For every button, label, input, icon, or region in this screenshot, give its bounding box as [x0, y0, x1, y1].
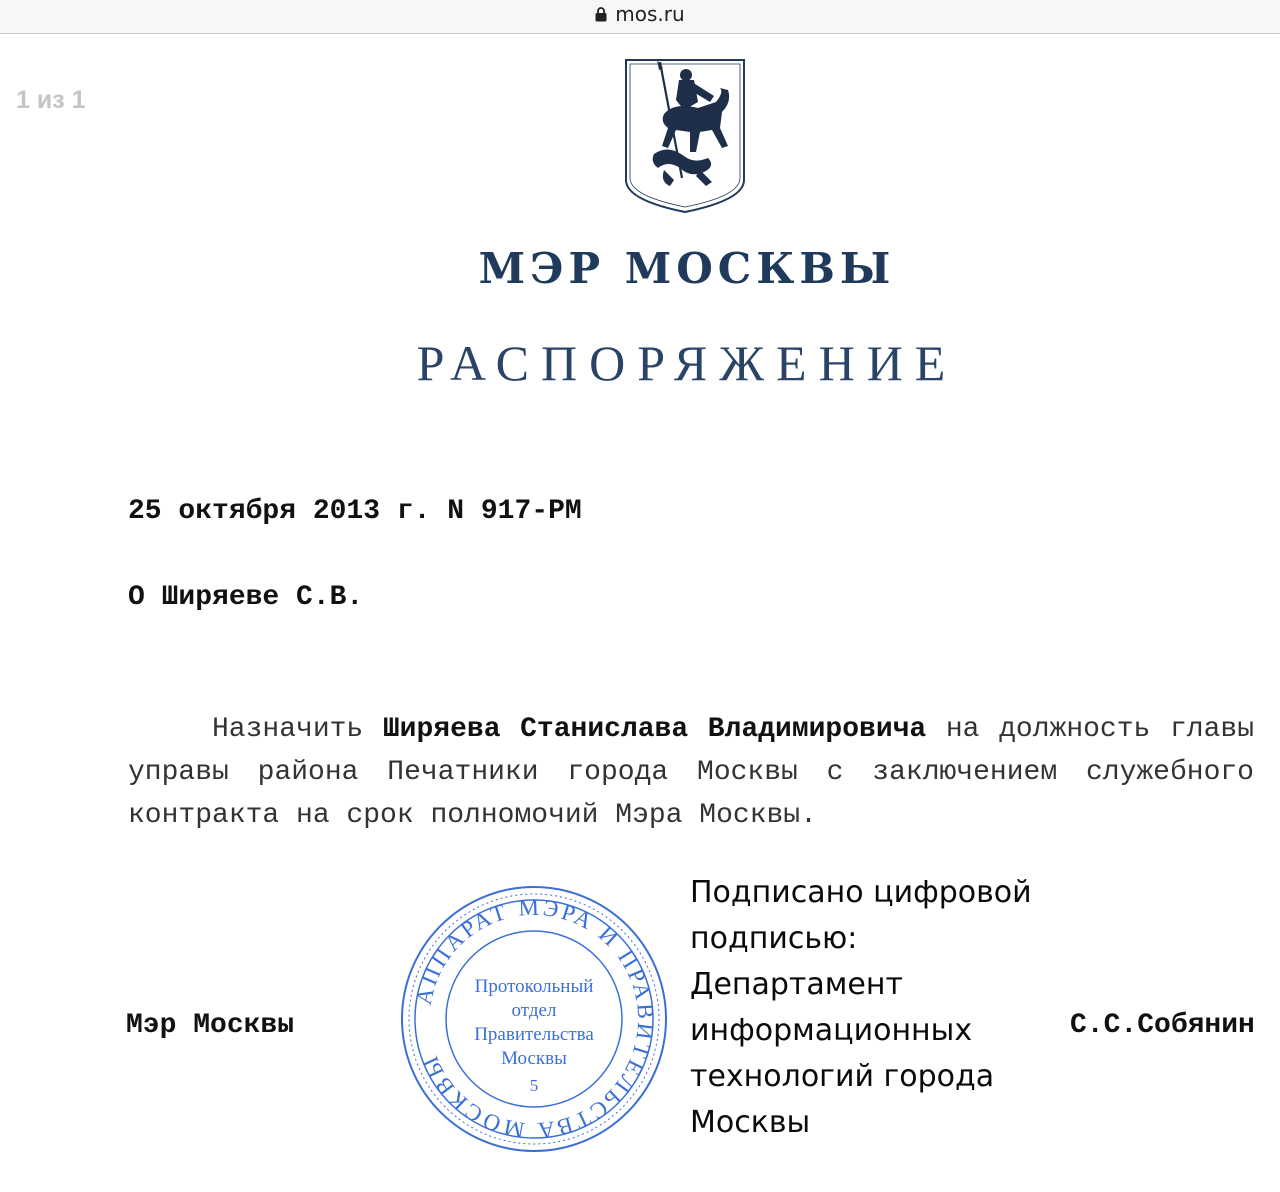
digital-signature-line: информационных	[690, 1013, 973, 1048]
lock-icon	[595, 7, 607, 22]
document-subject: О Ширяеве С.В.	[128, 582, 364, 613]
browser-address-bar[interactable]	[0, 0, 1280, 34]
url-display[interactable]	[0, 2, 1280, 26]
digital-signature-line: подписью:	[690, 921, 858, 956]
stamp-line-3: Правительства	[474, 1024, 594, 1045]
order-paragraph	[128, 708, 1254, 837]
signer-name: С.С.Собянин	[1070, 1010, 1255, 1041]
stamp-ring-text: АППАРАТ МЭРА И ПРАВИТЕЛЬСТВА МОСКВЫ	[410, 894, 659, 1144]
document-type: РАСПОРЯЖЕНИЕ	[416, 335, 958, 391]
date-and-number: 25 октября 2013 г. N 917-РМ	[128, 496, 582, 527]
order-rest: на должность главы управы района Печатники города Москвы с заключением служебного контракта на срок полномочий Мэра Москвы.	[128, 714, 1254, 831]
digital-signature-line: Москвы	[690, 1105, 811, 1140]
document-issuer: МЭР МОСКВЫ	[478, 244, 896, 293]
moscow-coat-of-arms-icon	[624, 58, 746, 214]
stamp-line-4: Москвы	[501, 1048, 567, 1069]
official-stamp	[399, 884, 669, 1154]
stamp-line-2: отдел	[511, 1000, 557, 1021]
digital-signature-line: Департамент	[690, 967, 903, 1002]
signer-title: Мэр Москвы	[126, 1010, 295, 1041]
stamp-number: 5	[529, 1076, 539, 1095]
digital-signature-line: Подписано цифровой	[690, 875, 1032, 910]
digital-signature-note	[690, 870, 1070, 1146]
order-text	[128, 708, 1254, 837]
order-lead: Назначить	[212, 714, 383, 745]
appointee-name: Ширяева Станислава Владимировича	[382, 714, 927, 745]
page-counter: 1 из 1	[16, 86, 86, 114]
url-text: mos.ru	[615, 2, 685, 26]
digital-signature-line: технологий города	[690, 1059, 995, 1094]
stamp-line-1: Протокольный	[474, 976, 594, 997]
